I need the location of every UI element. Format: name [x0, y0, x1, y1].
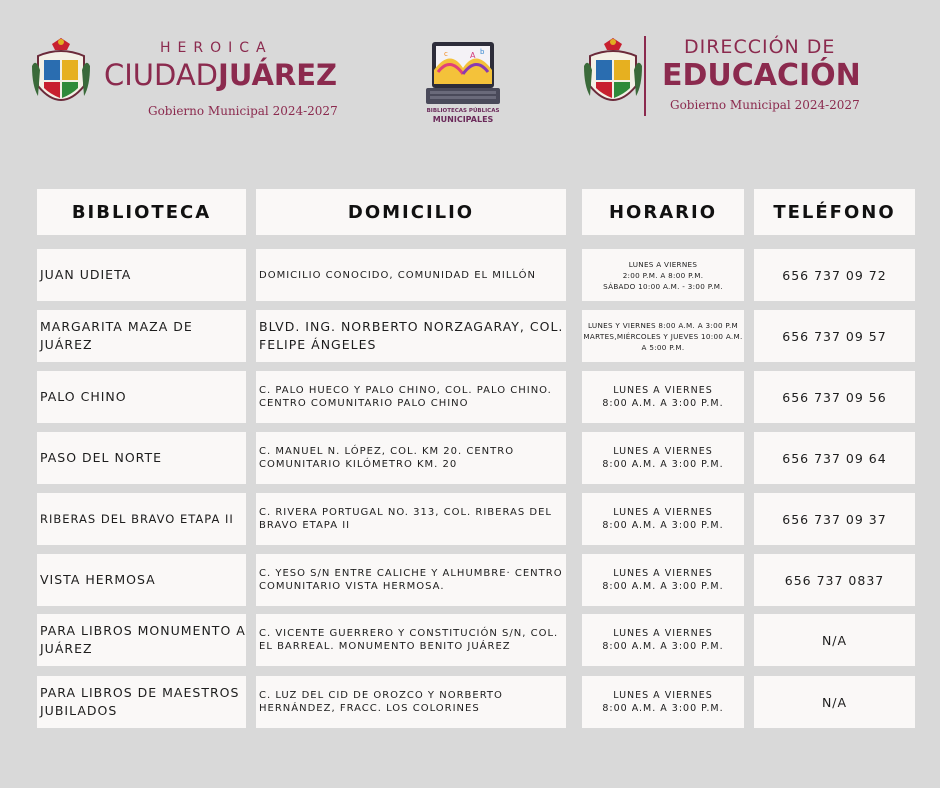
row-horario: LUNES A VIERNES 8:00 A.M. A 3:00 P.M. [582, 554, 744, 606]
row-telefono: 656 737 09 72 [754, 249, 915, 301]
coat-of-arms-icon [30, 36, 92, 116]
row-horario: LUNES A VIERNES 2:00 P.M. A 8:00 P.M. SÁBADO 10:00 A.M. - 3:00 P.M. [582, 249, 744, 301]
row-biblioteca: JUAN UDIETA [37, 249, 246, 301]
row-telefono: 656 737 09 64 [754, 432, 915, 484]
row-biblioteca: PARA LIBROS DE MAESTROS JUBILADOS [37, 676, 246, 728]
row-domicilio: BLVD. ING. NORBERTO NORZAGARAY, COL. FELIPE ÁNGELES [256, 310, 566, 362]
row-biblioteca: RIBERAS DEL BRAVO ETAPA II [37, 493, 246, 545]
row-domicilio: C. PALO HUECO Y PALO CHINO, COL. PALO CHINO. CENTRO COMUNITARIO PALO CHINO [256, 371, 566, 423]
row-telefono: 656 737 09 57 [754, 310, 915, 362]
gobierno-municipal-label: Gobierno Municipal 2024-2027 [148, 104, 338, 118]
header-telefono: TELÉFONO [754, 189, 915, 235]
row-horario: LUNES Y VIERNES 8:00 A.M. A 3:00 P.M MARTES,MIÉRCOLES Y JUEVES 10:00 A.M. A 5:00 P.M. [582, 310, 744, 362]
row-horario: LUNES A VIERNES 8:00 A.M. A 3:00 P.M. [582, 493, 744, 545]
juarez-text: JUÁREZ [218, 58, 338, 92]
educacion-label: EDUCACIÓN [662, 58, 861, 93]
svg-text:b: b [480, 48, 485, 56]
row-telefono: 656 737 0837 [754, 554, 915, 606]
row-biblioteca: MARGARITA MAZA DE JUÁREZ [37, 310, 246, 362]
heroica-label: HEROICA [160, 40, 273, 56]
ciudad-juarez-logo-text [104, 58, 337, 92]
coat-of-arms-icon [582, 36, 644, 116]
row-domicilio: C. LUZ DEL CID DE OROZCO Y NORBERTO HERNÁNDEZ, FRACC. LOS COLORINES [256, 676, 566, 728]
bibliotecas-publicas-label: BIBLIOTECAS PÚBLICAS [426, 108, 500, 114]
gobierno-municipal-label: Gobierno Municipal 2024-2027 [670, 98, 860, 112]
row-biblioteca: PASO DEL NORTE [37, 432, 246, 484]
header-divider [644, 36, 646, 116]
row-horario: LUNES A VIERNES 8:00 A.M. A 3:00 P.M. [582, 432, 744, 484]
row-domicilio: DOMICILIO CONOCIDO, COMUNIDAD EL MILLÓN [256, 249, 566, 301]
municipales-label: MUNICIPALES [432, 115, 494, 124]
row-telefono: N/A [754, 614, 915, 666]
svg-text:c: c [444, 50, 448, 58]
page-header [0, 0, 940, 150]
row-domicilio: C. MANUEL N. LÓPEZ, COL. KM 20. CENTRO COMUNITARIO KILÓMETRO KM. 20 [256, 432, 566, 484]
svg-text:A: A [470, 51, 476, 60]
header-horario: HORARIO [582, 189, 744, 235]
row-horario: LUNES A VIERNES 8:00 A.M. A 3:00 P.M. [582, 614, 744, 666]
row-domicilio: C. YESO S/N ENTRE CALICHE Y ALHUMBRE· CENTRO COMUNITARIO VISTA HERMOSA. [256, 554, 566, 606]
header-biblioteca: BIBLIOTECA [37, 189, 246, 235]
row-biblioteca: PARA LIBROS MONUMENTO A JUÁREZ [37, 614, 246, 666]
row-horario: LUNES A VIERNES 8:00 A.M. A 3:00 P.M. [582, 676, 744, 728]
row-telefono: 656 737 09 56 [754, 371, 915, 423]
row-biblioteca: VISTA HERMOSA [37, 554, 246, 606]
row-horario: LUNES A VIERNES 8:00 A.M. A 3:00 P.M. [582, 371, 744, 423]
row-telefono: N/A [754, 676, 915, 728]
row-biblioteca: PALO CHINO [37, 371, 246, 423]
ciudad-text: CIUDAD [104, 58, 219, 92]
row-telefono: 656 737 09 37 [754, 493, 915, 545]
direccion-de-label: DIRECCIÓN DE [684, 36, 836, 58]
row-domicilio: C. VICENTE GUERRERO Y CONSTITUCIÓN S/N, COL. EL BARREAL. MONUMENTO BENITO JUÁREZ [256, 614, 566, 666]
row-domicilio: C. RIVERA PORTUGAL NO. 313, COL. RIBERAS DEL BRAVO ETAPA II [256, 493, 566, 545]
header-domicilio: DOMICILIO [256, 189, 566, 235]
